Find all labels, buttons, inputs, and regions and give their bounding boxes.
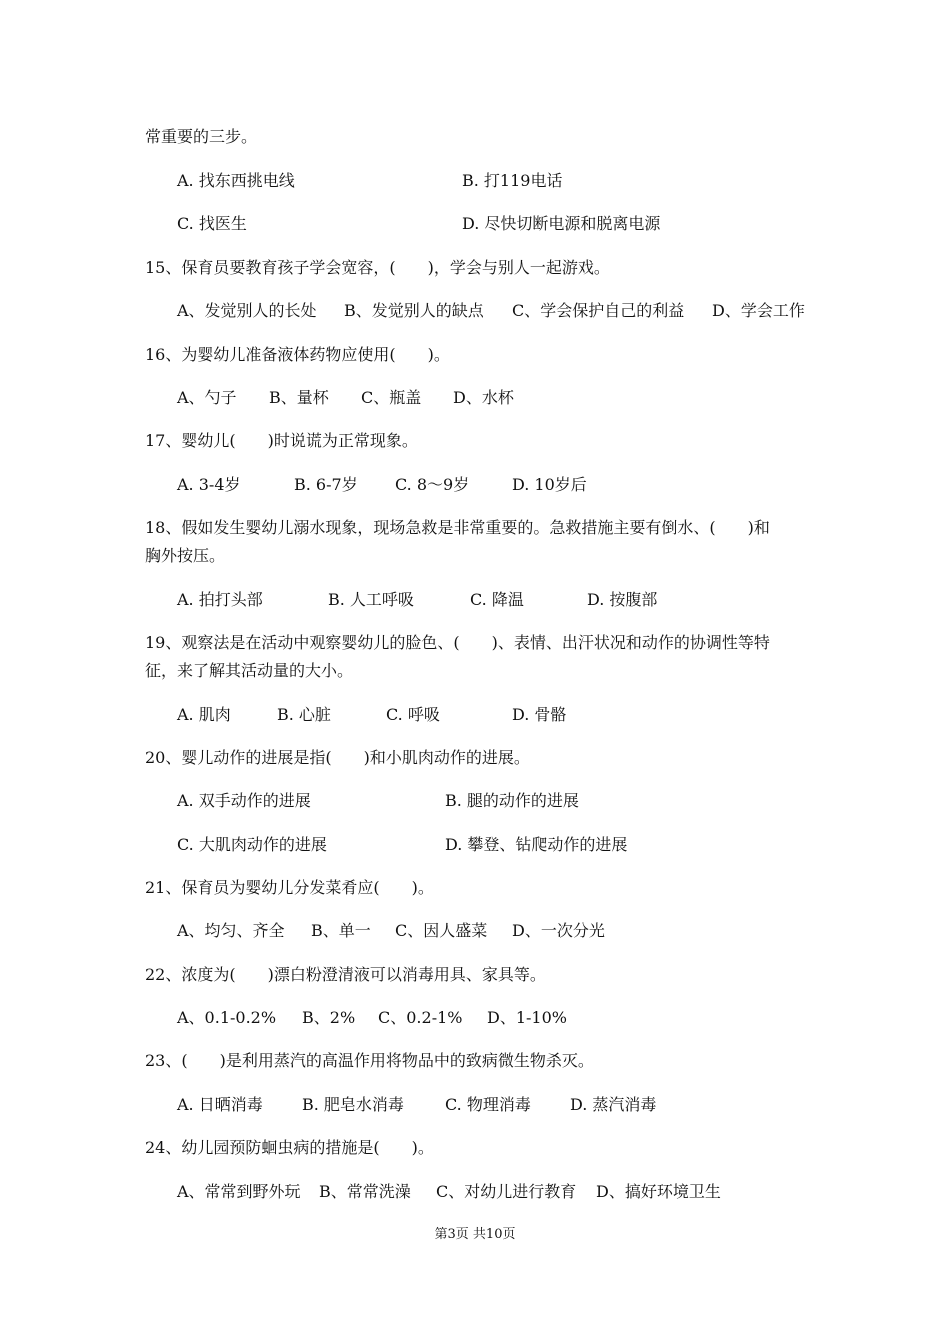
q18-option-a: A. 拍打头部 [177, 590, 263, 609]
q24-option-b: B、常常洗澡 [319, 1182, 411, 1201]
q19-option-a: A. 肌肉 [177, 705, 231, 724]
page-number-footer: 第3页 共10页 [434, 1227, 516, 1242]
question-22: 22、浓度为( )漂白粉澄清液可以消毒用具、家具等。 [145, 965, 546, 984]
q21-option-c: C、因人盛菜 [395, 921, 488, 940]
q16-option-a: A、勺子 [177, 388, 237, 407]
q16-option-c: C、瓶盖 [361, 388, 422, 407]
q17-option-a: A. 3-4岁 [177, 475, 241, 494]
q15-option-c: C、学会保护自己的利益 [512, 301, 685, 320]
q19-option-c: C. 呼吸 [386, 705, 440, 724]
q21-option-a: A、均匀、齐全 [177, 921, 285, 940]
question-15: 15、保育员要教育孩子学会宽容，( )，学会与别人一起游戏。 [145, 258, 610, 277]
q23-option-a: A. 日晒消毒 [177, 1095, 263, 1114]
q14-option-b: B. 打119电话 [462, 171, 563, 190]
question-18-continuation: 胸外按压。 [145, 546, 226, 565]
q20-option-d: D. 攀登、钻爬动作的进展 [445, 835, 628, 854]
q23-option-d: D. 蒸汽消毒 [570, 1095, 657, 1114]
q19-option-d: D. 骨骼 [512, 705, 567, 724]
q21-option-d: D、一次分光 [512, 921, 605, 940]
q20-option-a: A. 双手动作的进展 [177, 791, 311, 810]
q14-option-c: C. 找医生 [177, 214, 247, 233]
question-20: 20、婴儿动作的进展是指( )和小肌肉动作的进展。 [145, 748, 530, 767]
q22-option-d: D、1-10% [487, 1008, 567, 1027]
question-19-continuation: 征，来了解其活动量的大小。 [145, 661, 354, 680]
q15-option-a: A、发觉别人的长处 [177, 301, 317, 320]
q22-option-b: B、2% [302, 1008, 356, 1027]
q16-option-b: B、量杯 [269, 388, 329, 407]
q14-option-a: A. 找东西挑电线 [177, 171, 295, 190]
q24-option-c: C、对幼儿进行教育 [436, 1182, 577, 1201]
q22-option-c: C、0.2-1% [378, 1008, 463, 1027]
q17-option-c: C. 8～9岁 [395, 475, 470, 494]
question-21: 21、保育员为婴幼儿分发菜肴应( )。 [145, 878, 434, 897]
q15-option-d: D、学会工作 [712, 301, 805, 320]
q18-option-b: B. 人工呼吸 [328, 590, 414, 609]
q21-option-b: B、单一 [311, 921, 371, 940]
q24-option-a: A、常常到野外玩 [177, 1182, 301, 1201]
q19-option-b: B. 心脏 [277, 705, 331, 724]
question-16: 16、为婴幼儿准备液体药物应使用( )。 [145, 345, 450, 364]
question-14-continuation: 常重要的三步。 [145, 127, 258, 146]
q18-option-d: D. 按腹部 [587, 590, 658, 609]
q20-option-c: C. 大肌肉动作的进展 [177, 835, 327, 854]
q18-option-c: C. 降温 [470, 590, 524, 609]
q14-option-d: D. 尽快切断电源和脱离电源 [462, 214, 661, 233]
q16-option-d: D、水杯 [453, 388, 514, 407]
q24-option-d: D、搞好环境卫生 [596, 1182, 721, 1201]
q17-option-b: B. 6-7岁 [294, 475, 358, 494]
question-24: 24、幼儿园预防蛔虫病的措施是( )。 [145, 1138, 434, 1157]
q23-option-b: B. 肥皂水消毒 [302, 1095, 404, 1114]
q23-option-c: C. 物理消毒 [445, 1095, 531, 1114]
q15-option-b: B、发觉别人的缺点 [344, 301, 484, 320]
question-18: 18、假如发生婴幼儿溺水现象，现场急救是非常重要的。急救措施主要有倒水、( )和 [145, 518, 770, 537]
q17-option-d: D. 10岁后 [512, 475, 587, 494]
question-17: 17、婴幼儿( )时说谎为正常现象。 [145, 431, 418, 450]
q20-option-b: B. 腿的动作的进展 [445, 791, 579, 810]
question-23: 23、( )是利用蒸汽的高温作用将物品中的致病微生物杀灭。 [145, 1051, 594, 1070]
question-19: 19、观察法是在活动中观察婴幼儿的脸色、( )、表情、出汗状况和动作的协调性等特 [145, 633, 770, 652]
q22-option-a: A、0.1-0.2% [177, 1008, 277, 1027]
